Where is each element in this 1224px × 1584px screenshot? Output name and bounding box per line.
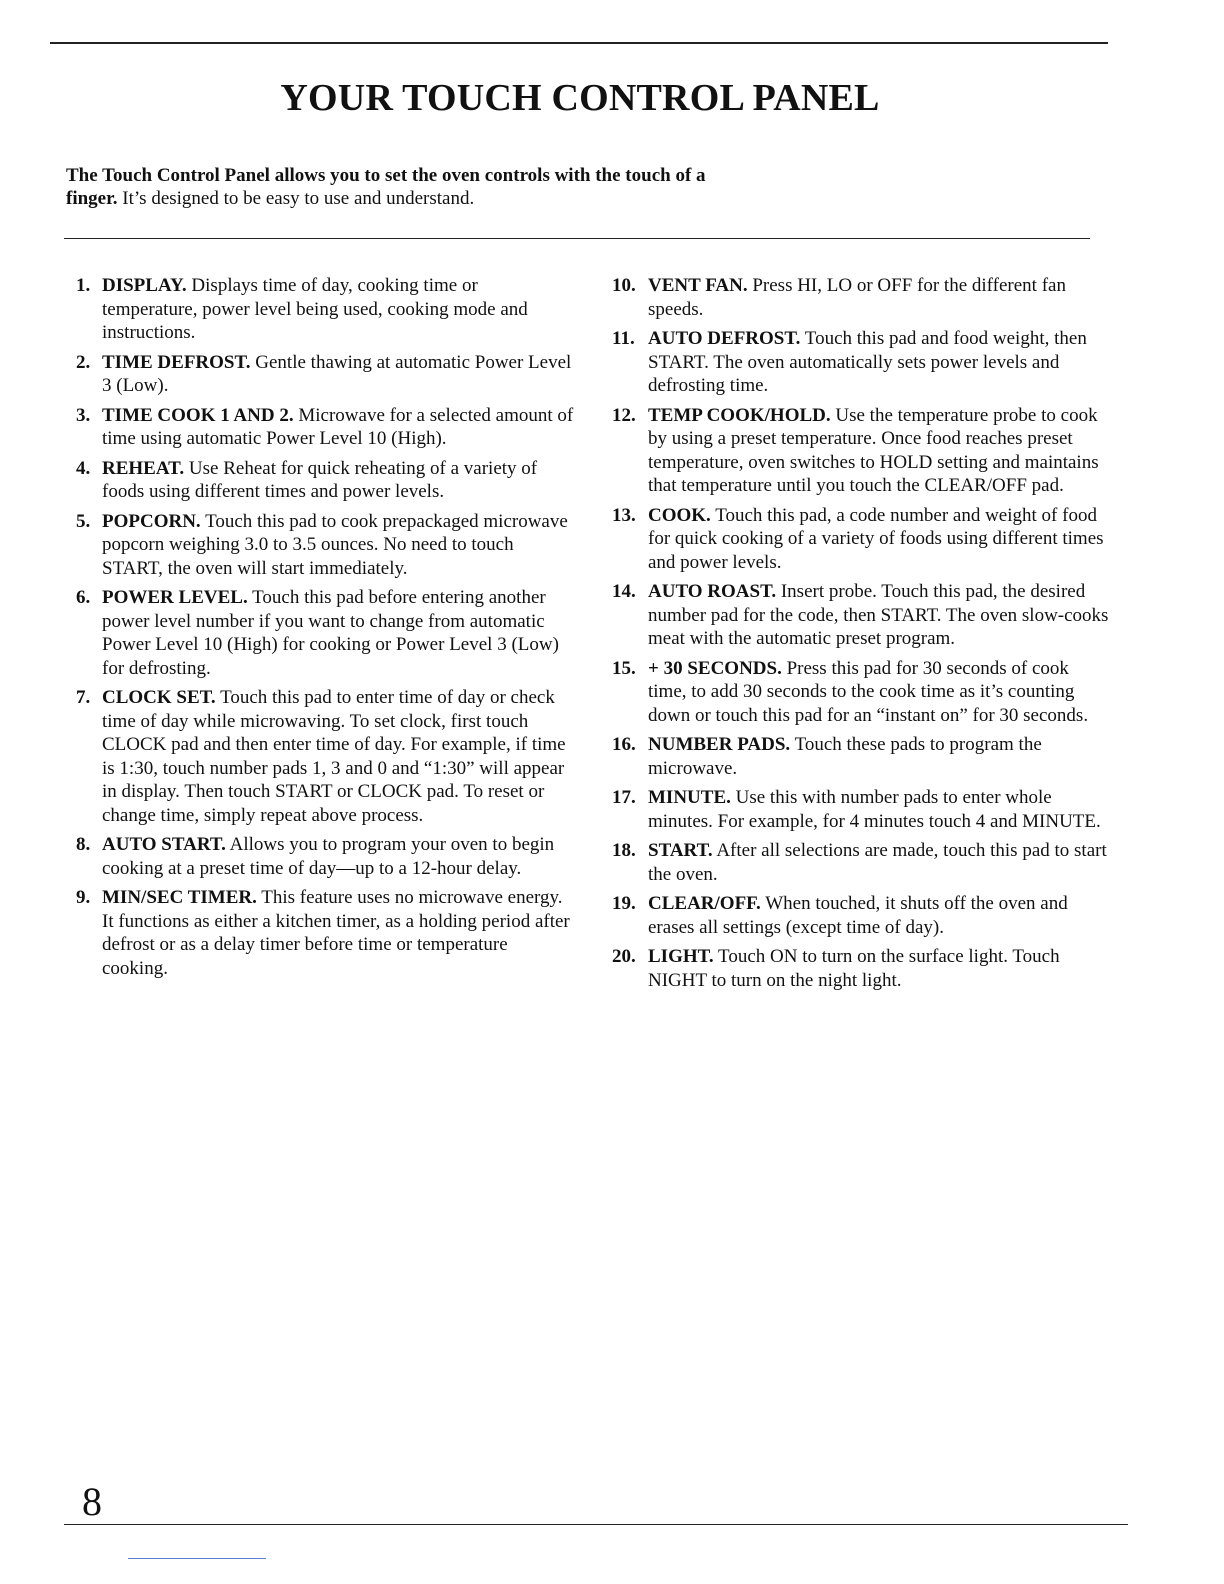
item-term: + 30 SECONDS. <box>648 657 782 679</box>
list-item <box>76 686 576 827</box>
item-number: 11. <box>612 328 635 349</box>
list-item <box>76 586 576 680</box>
list-item <box>612 839 1112 886</box>
item-description: This feature uses no microwave energy. It functions as either a kitchen timer, as a holding period after defrost or as a delay timer before time or temperature cooking. <box>102 887 570 979</box>
item-description: Microwave for a selected amount of time using automatic Power Level 10 (High). <box>102 404 574 449</box>
item-number: 7. <box>76 687 91 708</box>
item-description: Press HI, LO or OFF for the different fan speeds. <box>648 275 1066 320</box>
item-description: Touch this pad to enter time of day or check time of day while microwaving. To set clock, first touch CLOCK pad and then enter time of day. For example, if time is 1:30, touch number pads 1, 3 and 0 and “1:30” will appear in display. Then touch START or CLOCK pad. To reset or change time, simply repeat above process. <box>102 687 566 826</box>
item-term: CLEAR/OFF. <box>648 893 761 914</box>
list-item <box>612 404 1112 498</box>
item-number: 12. <box>612 404 636 426</box>
item-term: COOK. <box>648 504 711 526</box>
top-rule <box>50 42 1108 44</box>
item-description: Touch ON to turn on the surface light. Touch NIGHT to turn on the night light. <box>648 946 1060 991</box>
list-item <box>76 510 576 581</box>
item-body <box>648 274 1112 321</box>
item-number: 3. <box>76 404 91 426</box>
item-term: REHEAT. <box>102 457 185 479</box>
item-body <box>102 351 576 398</box>
footer-underline <box>128 1558 266 1559</box>
item-number: 15. <box>612 657 636 679</box>
item-number: 16. <box>612 734 636 755</box>
item-term: POWER LEVEL. <box>102 587 248 608</box>
item-number: 1. <box>76 275 91 296</box>
item-term: LIGHT. <box>648 946 714 967</box>
list-item <box>76 274 576 345</box>
item-description: When touched, it shuts off the oven and erases all settings (except time of day). <box>648 893 1068 938</box>
item-term: NUMBER PADS. <box>648 734 791 755</box>
item-number: 14. <box>612 581 636 602</box>
item-number: 10. <box>612 275 636 296</box>
bottom-rule <box>64 1524 1128 1525</box>
list-item <box>612 274 1112 321</box>
item-body <box>648 786 1112 833</box>
page-number: 8 <box>82 1479 102 1524</box>
item-body <box>102 404 576 451</box>
item-body <box>102 274 576 345</box>
item-number: 4. <box>76 457 91 479</box>
item-body <box>102 686 576 827</box>
item-description: Displays time of day, cooking time or temperature, power level being used, cooking mode and instructions. <box>102 275 528 343</box>
item-description: Use the temperature probe to cook by using a preset temperature. Once food reaches preset temperature, oven switches to HOLD setting and maintains that temperature until you touch the CLEAR/OFF pad. <box>648 404 1099 496</box>
list-item <box>612 786 1112 833</box>
list-item <box>76 886 576 980</box>
item-body <box>648 945 1112 992</box>
list-item <box>612 580 1112 651</box>
intro-paragraph <box>66 164 706 210</box>
item-body <box>102 586 576 680</box>
item-number: 17. <box>612 787 636 808</box>
list-item <box>612 892 1112 939</box>
item-term: CLOCK SET. <box>102 687 216 708</box>
item-body <box>648 504 1112 575</box>
item-number: 13. <box>612 504 636 526</box>
item-description: Touch this pad to cook prepackaged microwave popcorn weighing 3.0 to 3.5 ounces. No need to touch START, the oven will start immediately. <box>102 510 568 579</box>
item-description: Use this with number pads to enter whole minutes. For example, for 4 minutes touch 4 and MINUTE. <box>648 787 1101 832</box>
item-description: Gentle thawing at automatic Power Level 3 (Low). <box>102 351 572 396</box>
item-term: AUTO ROAST. <box>648 581 777 602</box>
item-number: 18. <box>612 840 636 861</box>
item-description: Touch these pads to program the microwave. <box>648 734 1042 779</box>
item-number: 8. <box>76 834 91 855</box>
item-term: DISPLAY. <box>102 275 187 296</box>
item-description: After all selections are made, touch this pad to start the oven. <box>648 840 1107 885</box>
item-description: Press this pad for 30 seconds of cook time, to add 30 seconds to the cook time as it’s counting down or touch this pad for an “instant on” for 30 seconds. <box>648 657 1089 726</box>
item-body <box>648 657 1112 728</box>
item-term: MINUTE. <box>648 787 731 808</box>
item-term: MIN/SEC TIMER. <box>102 887 257 908</box>
right-column <box>612 274 1112 998</box>
item-body <box>102 510 576 581</box>
item-description: Touch this pad, a code number and weight of food for quick cooking of a variety of foods using different times and power levels. <box>648 504 1104 573</box>
list-item <box>612 504 1112 575</box>
list-item <box>76 404 576 451</box>
item-description: Touch this pad before entering another power level number if you want to change from automatic Power Level 10 (High) for cooking or Power Level 3 (Low) for defrosting. <box>102 587 559 679</box>
item-description: Allows you to program your oven to begin cooking at a preset time of day—up to a 12-hour delay. <box>102 834 555 879</box>
item-term: TEMP COOK/HOLD. <box>648 404 831 426</box>
list-item <box>612 657 1112 728</box>
section-divider <box>64 238 1090 239</box>
item-number: 5. <box>76 510 91 532</box>
item-term: START. <box>648 840 713 861</box>
item-number: 6. <box>76 587 91 608</box>
page-title: YOUR TOUCH CONTROL PANEL <box>280 77 880 119</box>
list-item <box>612 945 1112 992</box>
item-body <box>648 327 1112 398</box>
item-body <box>102 833 576 880</box>
item-body <box>648 892 1112 939</box>
list-item <box>612 327 1112 398</box>
intro-bold-text: The Touch Control Panel allows you to set the oven controls with the touch of a finger. <box>66 165 706 209</box>
item-term: AUTO START. <box>102 834 226 855</box>
left-column <box>76 274 576 986</box>
list-item <box>76 457 576 504</box>
item-term: TIME COOK 1 AND 2. <box>102 404 294 426</box>
item-number: 20. <box>612 946 636 967</box>
item-body <box>102 886 576 980</box>
item-number: 19. <box>612 893 636 914</box>
item-description: Use Reheat for quick reheating of a variety of foods using different times and power levels. <box>102 457 538 502</box>
list-item <box>612 733 1112 780</box>
item-body <box>648 404 1112 498</box>
list-item <box>76 351 576 398</box>
item-term: POPCORN. <box>102 510 201 532</box>
item-number: 9. <box>76 887 91 908</box>
item-description: Insert probe. Touch this pad, the desired number pad for the code, then START. The oven slow-cooks meat with the automatic preset program. <box>648 581 1109 649</box>
item-body <box>648 839 1112 886</box>
item-body <box>648 580 1112 651</box>
item-number: 2. <box>76 351 91 373</box>
item-description: Touch this pad and food weight, then START. The oven automatically sets power levels and defrosting time. <box>648 328 1087 396</box>
intro-normal-text: It’s designed to be easy to use and understand. <box>117 188 475 209</box>
list-item <box>76 833 576 880</box>
item-term: VENT FAN. <box>648 275 748 296</box>
item-body <box>102 457 576 504</box>
item-body <box>648 733 1112 780</box>
item-term: AUTO DEFROST. <box>648 328 801 349</box>
item-term: TIME DEFROST. <box>102 351 251 373</box>
